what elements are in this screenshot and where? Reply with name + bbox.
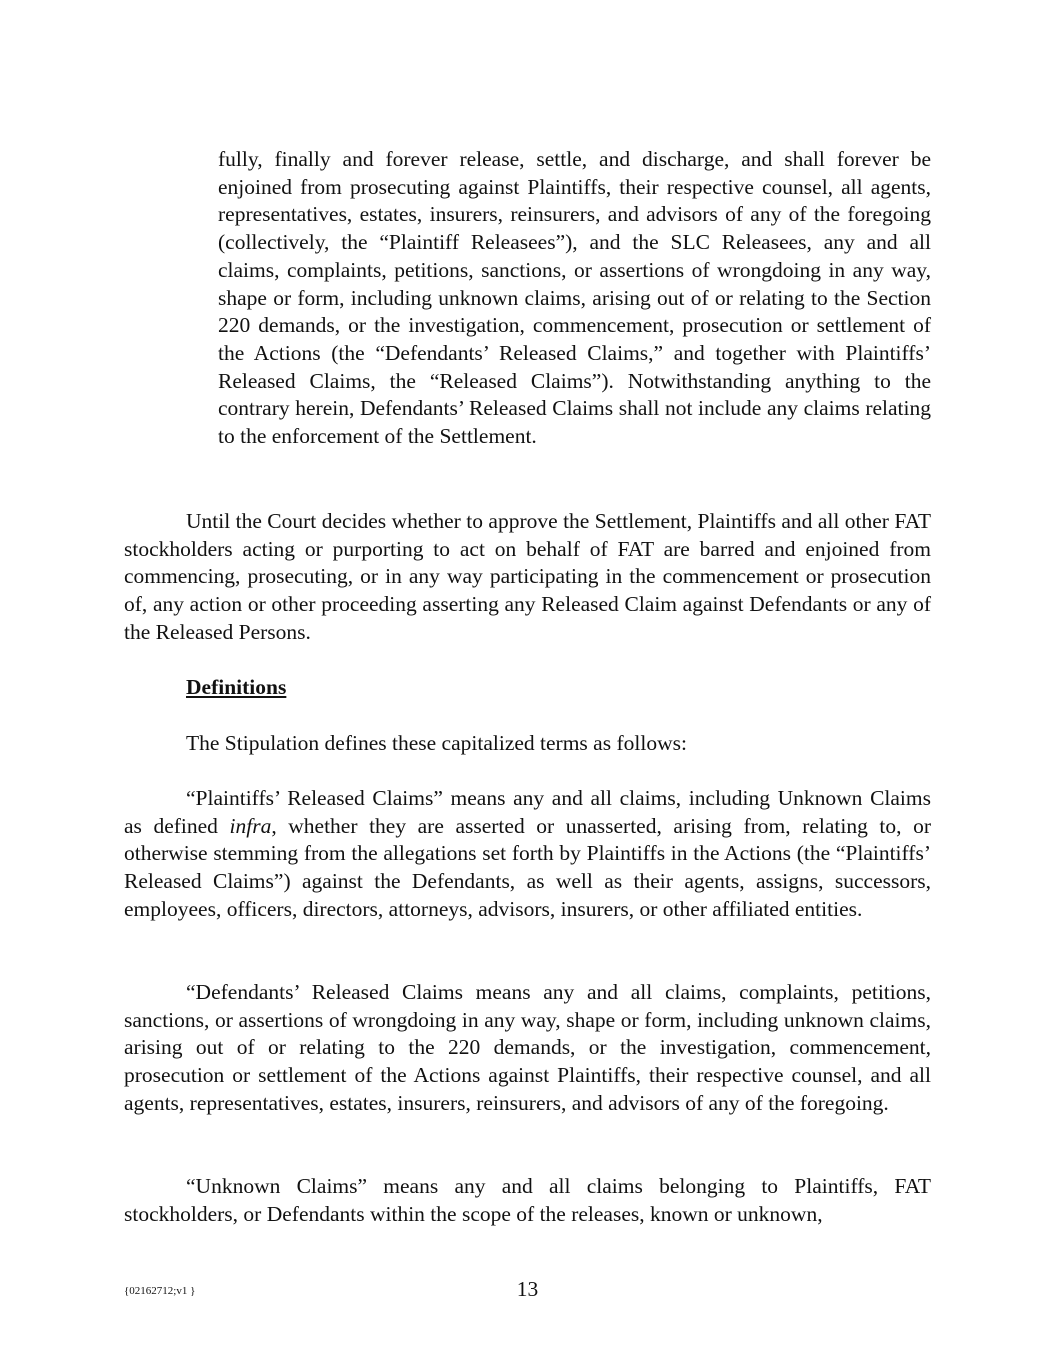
document-id: {02162712;v1 } <box>124 1285 196 1297</box>
definitions-heading: Definitions <box>186 675 287 699</box>
bar-paragraph: Until the Court decides whether to approve the Settlement, Plaintiffs and all other FAT stockholders acting or purporting to act on behalf of FAT are barred and enjoined from commencing, prosecuting, or in any way participating in the commencement or prosecution of, any action or other proceeding asserting any Released Claim against Defendants or any of the Released Persons. <box>124 509 931 644</box>
block-quote-paragraph: fully, finally and forever release, settle, and discharge, and shall forever be enjoined from prosecuting against Plaintiffs, their respective counsel, all agents, representatives, estates, insurers, reinsurers, and advisors of any of the foregoing (collectively, the “Plaintiff Releasees”), and the SLC Releasees, any and all claims, complaints, petitions, sanctions, or assertions of wrongdoing in any way, shape or form, including unknown claims, arising out of or relating to the Section 220 demands, or the investigation, commencement, prosecution or settlement of the Actions (the “Defendants’ Released Claims,” and together with Plaintiffs’ Released Claims, the “Released Claims”). Notwithstanding anything to the contrary herein, Defendants’ Released Claims shall not include any claims relating to the enforcement of the Settlement. <box>218 147 931 449</box>
plaintiffs-def-after: , whether they are asserted or unasserted, arising from, relating to, or otherwise stemming from the allegations set forth by Plaintiffs in the Actions (the “Plaintiffs’ Released Claims”) against the Defendants, as well as their agents, assigns, successors, employees, officers, directors, attorneys, advisors, insurers, or other affiliated entities. <box>124 813 931 921</box>
defendants-released-claims-definition: “Defendants’ Released Claims means any and all claims, complaints, petitions, sanctions, or assertions of wrongdoing in any way, shape or form, including unknown claims, arising out of or relating to the 220 demands, or the investigation, commencement, prosecution or settlement of the Actions against Plaintiffs, their respective counsel, and all agents, representatives, estates, insurers, reinsurers, and advisors of any of the foregoing. <box>124 980 931 1115</box>
page-number: 13 <box>516 1277 539 1301</box>
plaintiffs-def-before: “Plaintiffs’ Released Claims” means any and all claims, including Unknown Claims as defined <box>124 786 931 838</box>
unknown-claims-definition: “Unknown Claims” means any and all claims belonging to Plaintiffs, FAT stockholders, or Defendants within the scope of the releases, known or unknown, <box>124 1174 931 1226</box>
plaintiffs-def-italic: infra <box>229 813 272 838</box>
plaintiffs-released-claims-definition <box>124 785 931 924</box>
intro-paragraph: The Stipulation defines these capitalized terms as follows: <box>186 731 687 755</box>
